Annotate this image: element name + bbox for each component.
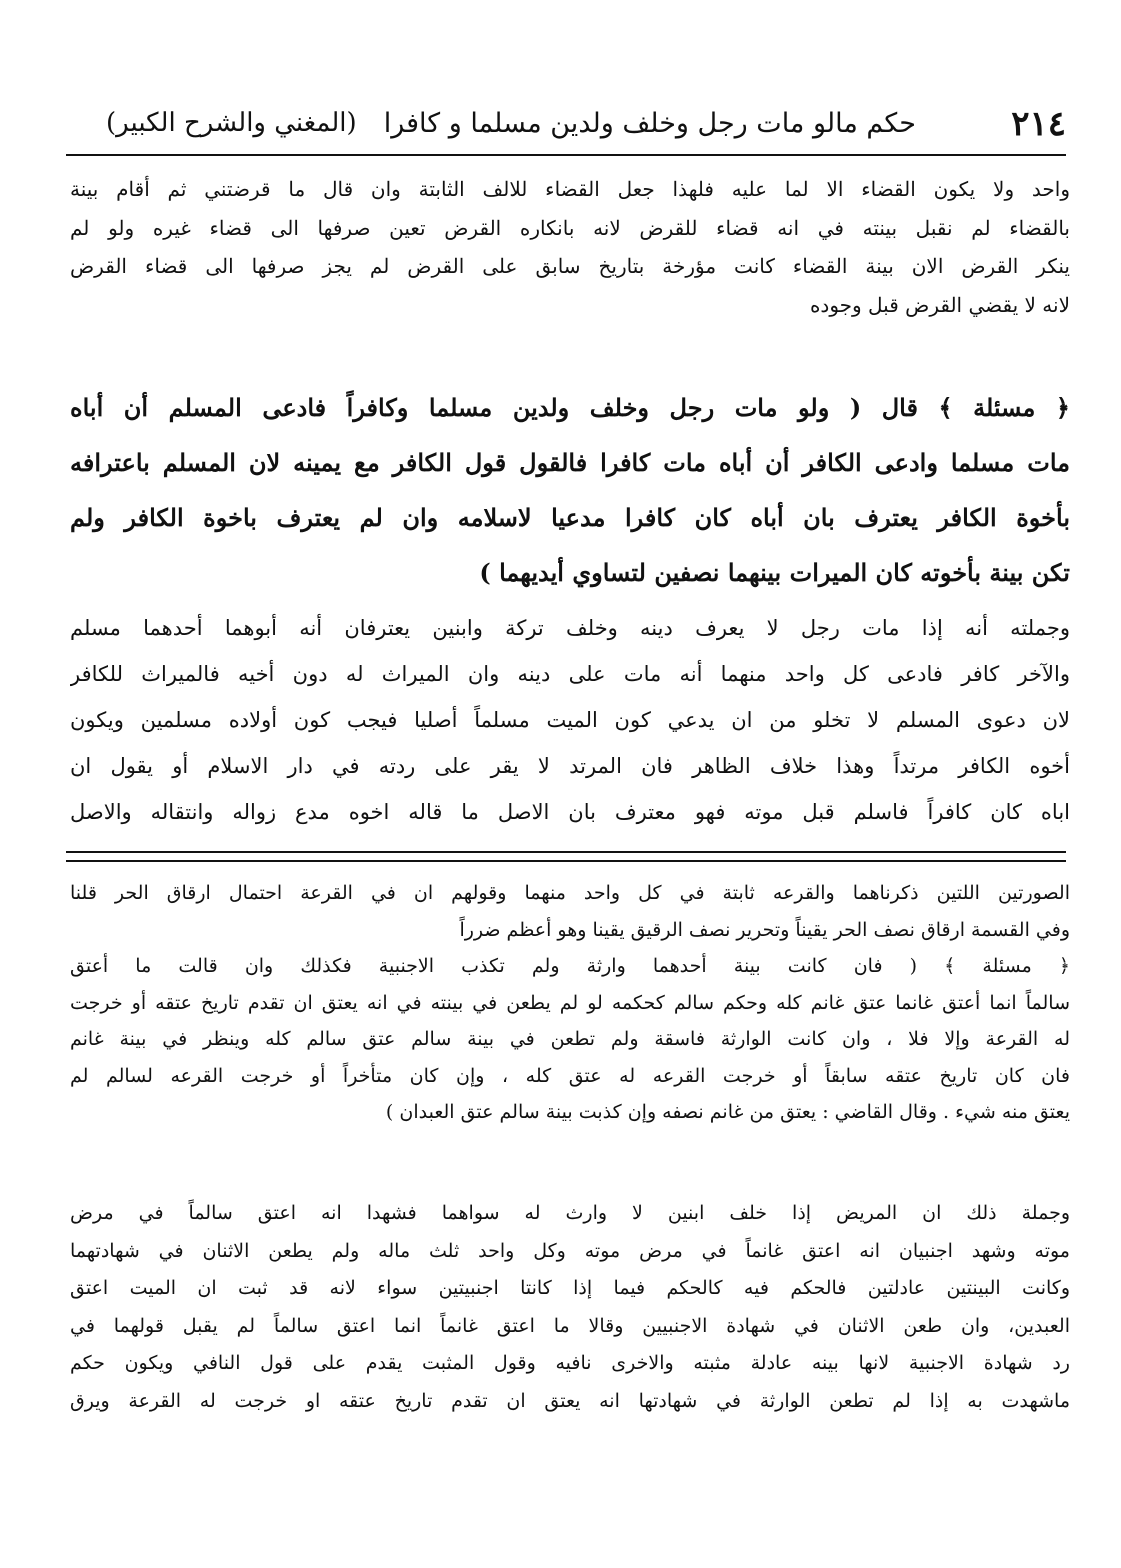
- text-line: ﴿ مسئلة ﴾ قال ( ولو مات رجل وخلف ولدين مسلما وكافراً فادعى المسلم أن أباه: [70, 393, 1070, 422]
- text-line: بالقضاء لم نقبل بينته في انه قضاء للقرض لانه بانكاره القرض تعين صرفها الى قضاء غيره ولو لم: [70, 215, 1070, 240]
- text-line: لان دعوى المسلم لا تخلو من ان يدعي كون الميت مسلماً أصليا فيجب كون أولاده مسلمين ويكون: [70, 708, 1070, 732]
- text-line: لانه لا يقضي القرض قبل وجوده: [809, 292, 1070, 317]
- text-line: له القرعة وإلا فلا ، وان كانت الوارثة فاسقة ولم تطعن في بينة سالم عتق سالم كله وينظر في بينة غانم: [70, 1028, 1070, 1050]
- text-line: العبدين، وان طعن الاثنان في شهادة الاجنبيين وقالا ما اعتق غانماً انما اعتق سالماً لم يقبل قولهما في: [70, 1314, 1070, 1337]
- text-line: الصورتين اللتين ذكرناهما والقرعه ثابتة في كل واحد منهما وقولهم ان في القرعة احتمال ارقاق الحر قلنا: [70, 882, 1070, 904]
- page-number: ٢١٤: [1011, 104, 1066, 144]
- text-line: يعتق منه شيء . وقال القاضي : يعتق من غانم نصفه وإن كذبت بينة سالم عتق العبدان ): [385, 1101, 1070, 1123]
- text-line: اباه كان كافراً فاسلم قبل موته فهو معترف بان الاصل ما قاله اخوه مدع زواله وانتقاله والاصل: [70, 800, 1070, 824]
- book-title: (المغني والشرح الكبير): [106, 108, 357, 138]
- section-divider: [66, 860, 1066, 862]
- main-text-masala: [70, 380, 1070, 600]
- text-line: واحد ولا يكون القضاء الا لما عليه فلهذا جعل القضاء للالف الثابتة وان قال ما قرضتني ثم أقام بينة: [70, 177, 1070, 201]
- text-line: سالماً انما أعتق غانما عتق غانم كله وحكم سالم كحكمه لو لم يطعن في بينته في انه يعتق ان تقدم تاريخ عتقه أو خرجت: [70, 991, 1070, 1014]
- text-line: أخوه الكافر مرتداً وهذا خلاف الظاهر فان المرتد لا يقر على ردته في دار الاسلام أو يقول ان: [70, 754, 1070, 778]
- commentary-continuation: [70, 170, 1070, 324]
- explanation-paragraph: [70, 605, 1070, 835]
- text-line: وكانت البينتين عادلتين فالحكم فيه كالحكم فيما إذا كانتا اجنبيتين سواء لانه قد ثبت ان الميت اعتق: [70, 1277, 1070, 1299]
- text-line: والآخر كافر فادعى كل واحد منهما أنه مات على دينه وان الميراث له دون أخيه فالميراث للكافر: [70, 662, 1070, 686]
- text-line: موته وشهد اجنبيان انه اعتق غانماً في مرض موته وكل واحد ثلث ماله ولم يطعن الاثنان في شهادتهما: [70, 1239, 1070, 1262]
- sharh-text: [70, 875, 1070, 1131]
- text-line: ينكر القرض الان بينة القضاء كانت مؤرخة بتاريخ سابق على القرض لم يجز صرفها الى قضاء القرض: [70, 254, 1070, 278]
- section-divider: [66, 851, 1066, 853]
- text-line: وجملته أنه إذا مات رجل لا يعرف دينه وخلف تركة وابنين يعترفان أنه أبوهما أحدهما مسلم: [70, 616, 1070, 640]
- sharh-explanation: [70, 1195, 1070, 1420]
- text-line: تكن بينة بأخوته كان الميرات بينهما نصفين لتساوي أيديهما ): [479, 558, 1070, 587]
- text-line: وجملة ذلك ان المريض إذا خلف ابنين لا وارث له سواهما فشهدا انه اعتق سالماً في مرض: [70, 1202, 1070, 1224]
- text-line: ماشهدت به إذا لم تطعن الوارثة في شهادتها انه يعتق ان تقدم تاريخ عتقه او خرجت له القرعة ويرق: [70, 1389, 1070, 1412]
- text-line: رد شهادة الاجنبية لانها بينه عادلة مثبته والاخرى نافيه وقول المثبت يقدم على قول النافي ويكون حكم: [70, 1352, 1070, 1374]
- text-line: بأخوة الكافر يعترف بان أباه كان كافرا مدعيا لاسلامه وان لم يعترف باخوة الكافر ولم: [70, 503, 1070, 532]
- text-line: ﴿ مسئلة ﴾ ( فان كانت بينة أحدهما وارثة ولم تكذب الاجنبية فكذلك وان قالت ما أعتق: [70, 955, 1070, 977]
- page-header: [66, 104, 1066, 150]
- running-title: حكم مالو مات رجل وخلف ولدين مسلما و كافرا: [383, 108, 916, 139]
- text-line: وفي القسمة ارقاق نصف الحر يقيناً وتحرير نصف الرقيق يقينا وهو أعظم ضرراً: [459, 918, 1070, 941]
- text-line: فان كان تاريخ عتقه سابقاً أو خرجت القرعه له عتق كله ، وإن كان متأخراً أو خرجت القرعه لسالم لم: [70, 1064, 1070, 1087]
- text-line: مات مسلما وادعى الكافر أن أباه مات كافرا فالقول قول الكافر مع يمينه لان المسلم باعترافه: [70, 448, 1070, 477]
- header-rule: [66, 154, 1066, 156]
